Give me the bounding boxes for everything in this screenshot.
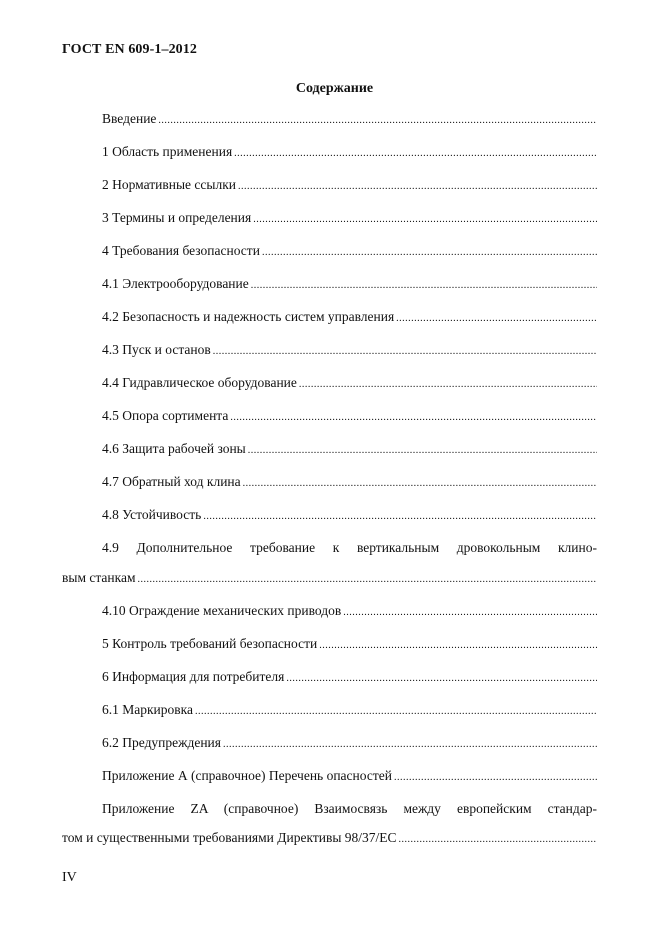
toc-entry-label: 6.1 Маркировка bbox=[102, 702, 193, 717]
toc-entry-4-5 bbox=[62, 407, 597, 424]
leader-dots bbox=[213, 343, 597, 360]
toc-entry-label: 4.8 Устойчивость bbox=[102, 507, 202, 522]
leader-dots bbox=[248, 442, 597, 459]
leader-dots bbox=[253, 211, 597, 228]
toc-entry-label: 4.4 Гидравлическое оборудование bbox=[102, 375, 297, 390]
toc-entry-label-line1: Приложение ZA (справочное) Взаимосвязь между европейским стандар- bbox=[102, 801, 597, 816]
toc-entry-2 bbox=[62, 176, 597, 193]
toc-entry-6-2 bbox=[62, 734, 597, 751]
leader-dots bbox=[262, 244, 597, 261]
toc-entry-4-6 bbox=[62, 440, 597, 457]
toc-entry-6-1 bbox=[62, 701, 597, 718]
toc-title: Содержание bbox=[295, 81, 374, 96]
toc-entry-4-2 bbox=[62, 308, 597, 325]
toc-entry-label: 4.5 Опора сортимента bbox=[102, 408, 229, 423]
toc-entry-label-line2: вым станкам bbox=[62, 570, 136, 585]
leader-dots bbox=[286, 670, 597, 687]
toc-entry-4-8 bbox=[62, 506, 597, 523]
toc-entry-label: 1 Область применения bbox=[102, 144, 233, 159]
toc-entry-label: 4.6 Защита рабочей зоны bbox=[102, 441, 246, 456]
toc-entry-label: 4.7 Обратный ход клина bbox=[102, 474, 241, 489]
toc-entry-label: 2 Нормативные ссылки bbox=[102, 177, 236, 192]
toc-entry-label-line2: том и существенными требованиями Директивы 98/37/ЕС bbox=[62, 830, 397, 845]
toc-entry-4-10 bbox=[62, 602, 597, 619]
leader-dots bbox=[394, 769, 597, 786]
toc-entry-4-9 bbox=[62, 539, 597, 586]
toc-entry-4-3 bbox=[62, 341, 597, 358]
toc-entry-4 bbox=[62, 242, 597, 259]
leader-dots bbox=[234, 145, 597, 162]
toc-entry-label: 6.2 Предупреждения bbox=[102, 735, 221, 750]
leader-dots bbox=[238, 178, 597, 195]
toc-entry-label: Приложение А (справочное) Перечень опасностей bbox=[102, 768, 392, 783]
toc-entry-label: 4.3 Пуск и останов bbox=[102, 342, 211, 357]
toc-entry-label: 4.2 Безопасность и надежность систем управления bbox=[102, 309, 395, 324]
toc-entry-label: 4 Требования безопасности bbox=[102, 243, 260, 258]
toc-entry-1 bbox=[62, 143, 597, 160]
toc-entry-label: 4.1 Электрооборудование bbox=[102, 276, 249, 291]
page-number: IV bbox=[62, 870, 77, 885]
toc-entry-4-4 bbox=[62, 374, 597, 391]
toc-entry-5 bbox=[62, 635, 597, 652]
leader-dots bbox=[251, 277, 597, 294]
toc-entry-3 bbox=[62, 209, 597, 226]
leader-dots bbox=[138, 571, 597, 588]
leader-dots bbox=[158, 112, 597, 129]
toc-entry-label: 3 Термины и определения bbox=[102, 210, 252, 225]
toc-entry-label: 4.10 Ограждение механических приводов bbox=[102, 603, 342, 618]
toc-entry-label: 6 Информация для потребителя bbox=[102, 669, 285, 684]
toc-entry-label: Введение bbox=[102, 111, 157, 126]
toc-entry-annex-a bbox=[62, 767, 597, 784]
leader-dots bbox=[195, 703, 597, 720]
toc-entry-6 bbox=[62, 668, 597, 685]
toc-entry-annex-za bbox=[62, 800, 597, 846]
leader-dots bbox=[343, 604, 597, 621]
document-header: ГОСТ EN 609-1–2012 bbox=[62, 42, 197, 57]
leader-dots bbox=[203, 508, 597, 525]
toc-entry-label-line1: 4.9 Дополнительное требование к вертикальным дровокольным клино- bbox=[102, 540, 597, 555]
leader-dots bbox=[223, 736, 597, 753]
leader-dots bbox=[396, 310, 597, 327]
leader-dots bbox=[230, 409, 597, 426]
toc-entry-label: 5 Контроль требований безопасности bbox=[102, 636, 318, 651]
leader-dots bbox=[299, 376, 597, 393]
toc-entry-4-1 bbox=[62, 275, 597, 292]
leader-dots bbox=[243, 475, 597, 492]
leader-dots bbox=[399, 831, 597, 848]
leader-dots bbox=[319, 637, 597, 654]
toc-entry-4-7 bbox=[62, 473, 597, 490]
toc-entry-introduction bbox=[62, 110, 597, 127]
